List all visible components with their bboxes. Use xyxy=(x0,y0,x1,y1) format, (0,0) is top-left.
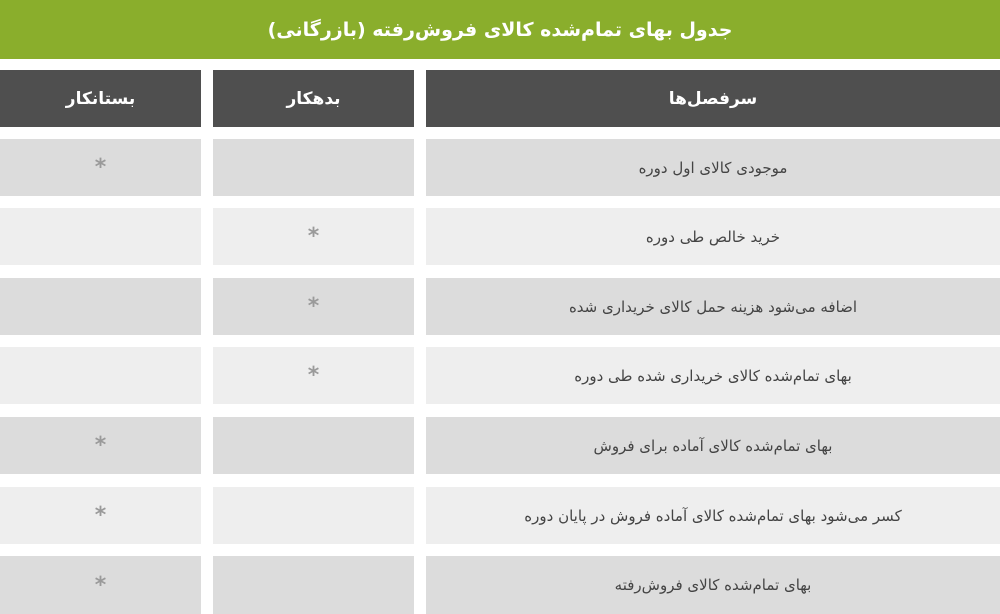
row-3-debit: * xyxy=(213,278,414,335)
row-1-debit xyxy=(213,139,414,196)
row-6-credit: * xyxy=(0,487,201,544)
row-2-debit: * xyxy=(213,208,414,265)
row-4-credit xyxy=(0,347,201,404)
header-topics: سرفصل‌ها xyxy=(426,70,1000,127)
row-1-credit: * xyxy=(0,139,201,196)
row-3-credit xyxy=(0,278,201,335)
row-7-debit xyxy=(213,556,414,614)
table-title: جدول بهای تمام‌شده کالای فروش‌رفته (بازرگانی) xyxy=(0,0,1000,59)
row-6-topic: کسر می‌شود بهای تمام‌شده کالای آماده فروش در پایان دوره xyxy=(426,487,1000,544)
row-7-topic: بهای تمام‌شده کالای فروش‌رفته xyxy=(426,556,1000,614)
row-5-debit xyxy=(213,417,414,474)
row-5-topic: بهای تمام‌شده کالای آماده برای فروش xyxy=(426,417,1000,474)
row-7-credit: * xyxy=(0,556,201,614)
row-2-credit xyxy=(0,208,201,265)
row-4-debit: * xyxy=(213,347,414,404)
row-2-topic: خرید خالص طی دوره xyxy=(426,208,1000,265)
header-credit: بستانکار xyxy=(0,70,201,127)
row-1-topic: موجودی کالای اول دوره xyxy=(426,139,1000,196)
row-4-topic: بهای تمام‌شده کالای خریداری شده طی دوره xyxy=(426,347,1000,404)
row-6-debit xyxy=(213,487,414,544)
row-5-credit: * xyxy=(0,417,201,474)
header-debit: بدهکار xyxy=(213,70,414,127)
row-3-topic: اضافه می‌شود هزینه حمل کالای خریداری شده xyxy=(426,278,1000,335)
